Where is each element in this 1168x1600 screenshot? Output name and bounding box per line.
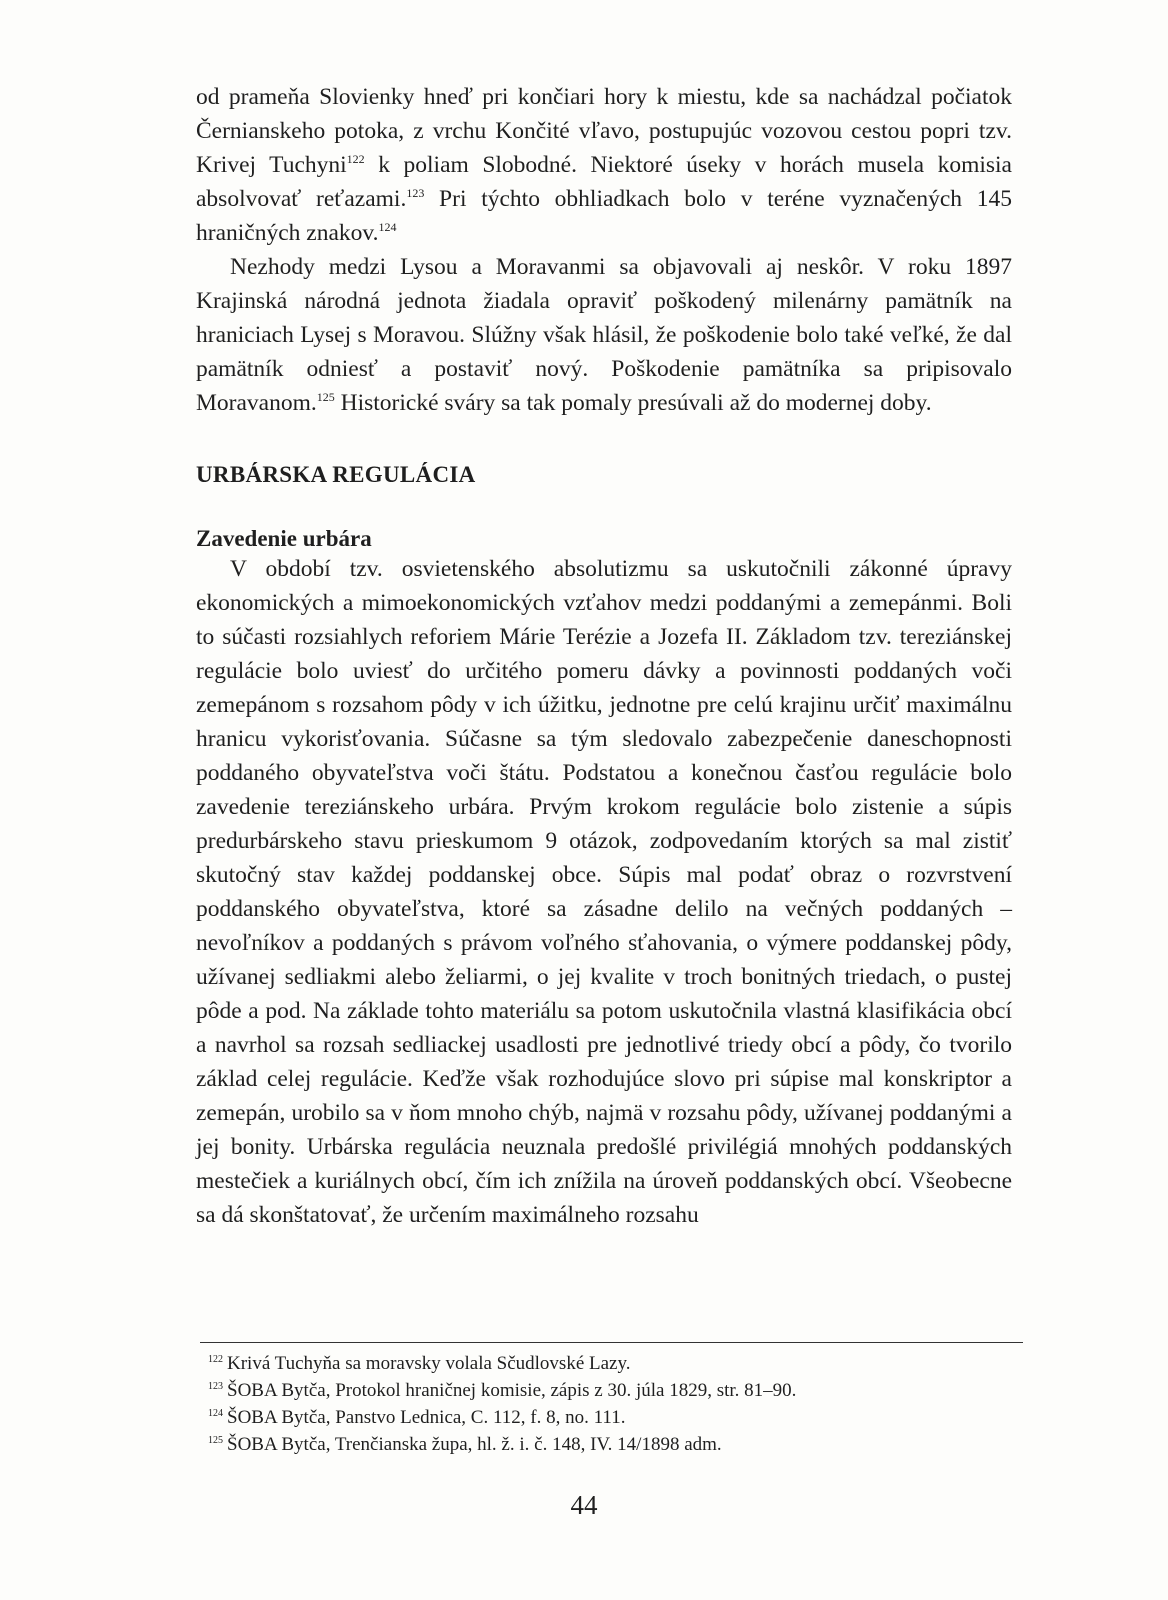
body-text-main [196,552,1012,1232]
footnote-number: 122 [208,1354,223,1365]
footnote [208,1431,1008,1458]
footnote-ref: 123 [406,186,425,200]
footnote-text: ŠOBA Bytča, Trenčianska župa, hl. ž. i. č. 148, IV. 14/1898 adm. [227,1434,722,1455]
footnote-ref: 124 [378,220,397,234]
body-text-top [196,80,1012,420]
footnote [208,1404,1008,1431]
footnote [208,1377,1008,1404]
text-run: k poliam Slobodné. Niektoré úseky v horách musela komisia absolvovať reťazami. [196,152,1012,212]
text-run: Historické sváry sa tak pomaly presúvali až do modernej doby. [334,390,932,416]
text-run: Nezhody medzi Lysou a Moravanmi sa objavovali aj neskôr. V roku 1897 Krajinská národná jednota žiadala opraviť poškodený milenárny pamätník na hraniciach Lysej s Moravou. Slúžny však hlásil, že poškodenie bolo také veľké, že dal pamätník odniesť a postaviť nový. Poškodenie pamätníka sa pripisovalo Moravanom. [196,254,1012,416]
subsection-heading: Zavedenie urbára [196,526,372,551]
footnote [208,1350,1008,1377]
section-heading: URBÁRSKA REGULÁCIA [196,462,476,487]
footnote-divider [200,1342,1023,1343]
footnote-ref: 122 [346,152,365,166]
footnote-text: ŠOBA Bytča, Panstvo Lednica, C. 112, f. 8, no. 111. [227,1407,626,1428]
paragraph [196,80,1012,250]
footnote-ref: 125 [316,390,335,404]
footnote-number: 124 [208,1408,223,1419]
page-number: 44 [570,1490,598,1520]
footnote-text: ŠOBA Bytča, Protokol hraničnej komisie, zápis z 30. júla 1829, str. 81–90. [227,1380,797,1401]
footnote-number: 125 [208,1435,223,1446]
paragraph [196,250,1012,420]
paragraph: V období tzv. osvietenského absolutizmu sa uskutočnili zákonné úpravy ekonomických a mimoekonomických vzťahov medzi poddanými a zemepánmi. Boli to súčasti rozsiahlych reforiem Márie Terézie a Jozefa II. Základom tzv. tereziánskej regulácie bolo uviesť do určitého pomeru dávky a povinnosti poddaných voči zemepánom s rozsahom pôdy v ich úžitku, jednotne pre celú krajinu určiť maximálnu hranicu vykorisťovania. Súčasne sa tým sledovalo zabezpečenie daneschopnosti poddaného obyvateľstva voči štátu. Podstatou a konečnou časťou regulácie bolo zavedenie tereziánskeho urbára. Prvým krokom regulácie bolo zistenie a súpis predurbárskeho stavu prieskumom 9 otázok, zodpovedaním ktorých sa mal zistiť skutočný stav každej poddanskej obce. Súpis mal podať obraz o rozvrstvení poddanského obyvateľstva, ktoré sa zásadne delilo na večných poddaných – nevoľníkov a poddaných s právom voľného sťahovania, o výmere poddanskej pôdy, užívanej sedliakmi alebo želiarmi, o jej kvalite v troch bonitných triedach, o pustej pôde a pod. Na základe tohto materiálu sa potom uskutočnila vlastná klasifikácia obcí a navrhol sa rozsah sedliackej usadlosti pre jednotlivé triedy obcí a pôdy, čo tvorilo základ celej regulácie. Keďže však rozhodujúce slovo pri súpise mal konskriptor a zemepán, urobilo sa v ňom mnoho chýb, najmä v rozsahu pôdy, užívanej poddanými a jej bonity. Urbárska regulácia neuznala predošlé privilégiá mnohých poddanských mestečiek a kuriálnych obcí, čím ich znížila na úroveň poddanských obcí. Všeobecne sa dá skonštatovať, že určením maximálneho rozsahu [196,556,1012,1228]
footnotes [208,1350,1008,1458]
footnote-number: 123 [208,1381,223,1392]
footnote-text: Krivá Tuchyňa sa moravsky volala Sčudlovské Lazy. [227,1353,631,1374]
text-run: Pri týchto obhliadkach bolo v teréne vyznačených 145 hraničných znakov. [196,186,1012,246]
text-run: od prameňa Slovienky hneď pri končiari hory k miestu, kde sa nachádzal počiatok Černianskeho potoka, z vrchu Končité vľavo, postupujúc vozovou cestou popri tzv. Krivej Tuchyni [196,84,1012,178]
